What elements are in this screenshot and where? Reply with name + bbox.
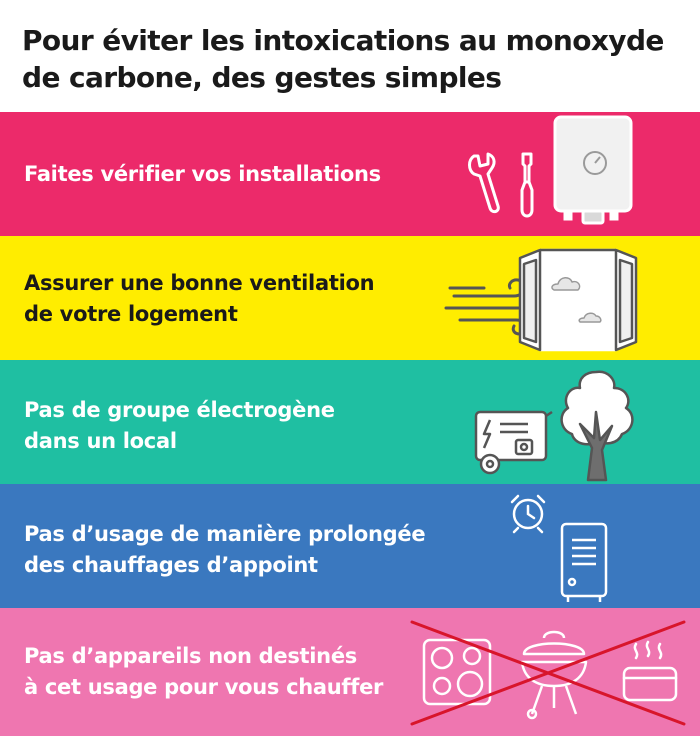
boiler-icon xyxy=(553,115,633,227)
title-line-1: Pour éviter les intoxications au monoxyde xyxy=(22,24,664,57)
band-2-line-2: de votre logement xyxy=(24,302,238,326)
band-2-text xyxy=(24,268,374,330)
band-5-text xyxy=(24,641,383,703)
title-line-2: de carbone, des gestes simples xyxy=(22,61,502,94)
band-ventilation xyxy=(0,236,700,360)
band-4-line-1: Pas d’usage de manière prolongée xyxy=(24,522,426,546)
band-4-line-2: des chauffages d’appoint xyxy=(24,553,318,577)
wrench-icon xyxy=(466,152,506,218)
alarm-clock-icon xyxy=(508,492,548,534)
page-title xyxy=(22,22,682,96)
band-generator xyxy=(0,360,700,484)
tree-icon xyxy=(556,368,638,482)
band-5-line-1: Pas d’appareils non destinés xyxy=(24,644,357,668)
band-3-line-2: dans un local xyxy=(24,429,177,453)
cross-icon xyxy=(408,618,688,728)
band-1-text xyxy=(24,159,381,190)
screwdriver-icon xyxy=(514,152,540,220)
band-unsuitable-appliances xyxy=(0,608,700,736)
band-3-text xyxy=(24,395,335,457)
band-5-line-2: à cet usage pour vous chauffer xyxy=(24,675,384,699)
band-space-heaters xyxy=(0,484,700,608)
band-2-line-1: Assurer une bonne ventilation xyxy=(24,271,375,295)
band-3-line-1: Pas de groupe électrogène xyxy=(24,398,335,422)
band-4-text xyxy=(24,519,425,581)
band-check-installations xyxy=(0,112,700,236)
generator-icon xyxy=(470,406,554,476)
heater-icon xyxy=(558,522,610,606)
band-1-line-1: Faites vérifier vos installations xyxy=(24,162,381,186)
open-window-icon xyxy=(518,246,638,354)
